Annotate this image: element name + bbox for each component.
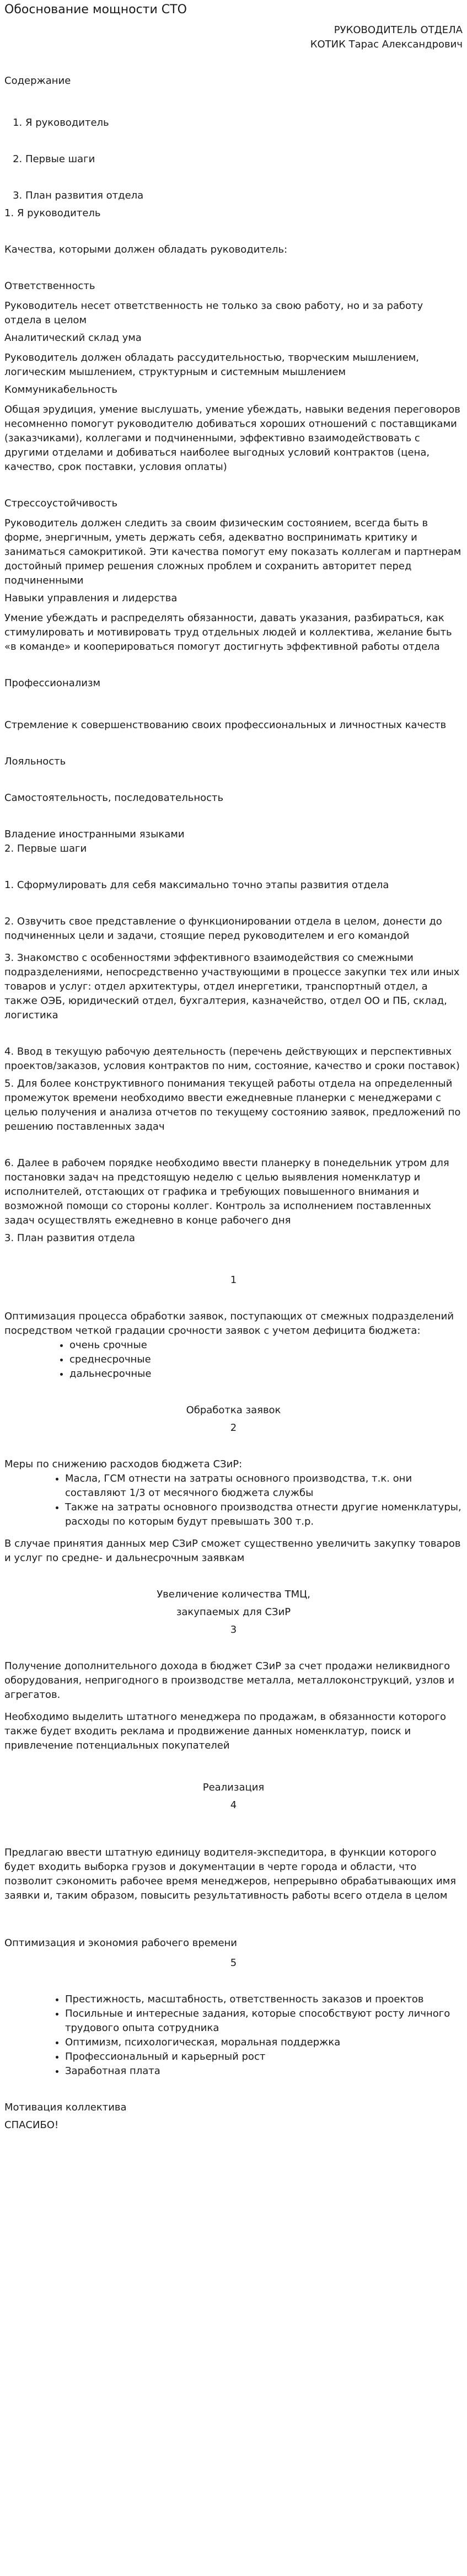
block-number: 2 [230, 1422, 237, 1434]
block-caption: закупаемых для СЗиР [176, 1606, 291, 1618]
quality-text: Стремление к совершенствованию своих профессиональных и личностных качеств [4, 719, 447, 731]
block-text: Необходимо выделить штатного менеджера по продажам, в обязанности которого также будет входить реклама и продвижение данных номенклатур, поиск и привлечение потенциальных покупателей [4, 1711, 447, 1751]
quality-heading: Стрессоустойчивость [4, 498, 118, 509]
quality-heading: Ответственность [4, 280, 95, 292]
list-item: • Посильные и интересные задания, которые способствуют росту личного трудового опыта сотрудника [65, 2007, 463, 2035]
block-number: 5 [230, 1957, 237, 1969]
budget-list [4, 1472, 463, 1529]
block-text: Получение дополнительного дохода в бюджет СЗиР за счет продажи неликвидного оборудования, непригодного в производстве металла, металлоконструкций, узлов и агрегатов. [4, 1660, 455, 1701]
list-item: • Престижность, масштабность, ответственность заказов и проектов [65, 1992, 463, 2007]
document-title: Обоснование мощности СТО [4, 3, 187, 17]
block-number: 1 [230, 1274, 237, 1286]
author-name: КОТИК Тарас Александрович [310, 39, 463, 50]
quality-heading: Самостоятельность, последовательность [4, 792, 224, 804]
quality-text: Руководитель должен следить за своим физическим состоянием, всегда быть в форме, энергичным, уметь держать себя, адекватно воспринимать критику и заниматься самокритикой. Эти качества помогут ему показать коллегам и партнерам достойный пример решения сложных проблем и сохранить авторитет перед подчиненными [4, 517, 461, 586]
quality-text: Общая эрудиция, умение выслушать, умение убеждать, навыки ведения переговоров несомненно помогут руководителю добиваться хороших отношений с поставщиками (заказчиками), коллегами и подчиненными, эффективно взаимодействовать с другими отделами и добиваться наиболее выгодных условий контрактов (цена, качество, срок поставки, условия оплаты) [4, 404, 460, 473]
block-number: 3 [230, 1624, 237, 1636]
block-text: Меры по снижению расходов бюджета СЗиР: [4, 1458, 243, 1470]
toc-list [4, 116, 463, 203]
section-heading: 2. Первые шаги [4, 843, 87, 854]
block-text: Оптимизация процесса обработки заявок, поступающих от смежных подразделений посредством четкой градации срочности заявок с учетом дефицита бюджета: [4, 1311, 454, 1337]
author-role: РУКОВОДИТЕЛЬ ОТДЕЛА [334, 24, 463, 36]
block-caption: Обработка заявок [186, 1404, 281, 1416]
list-item: • дальнесрочные [69, 1367, 463, 1381]
list-item: • Масла, ГСМ отнести на затраты основного производства, т.к. они составляют 1/3 от месячного бюджета службы [65, 1472, 463, 1500]
step-text: 2. Озвучить свое представление о функционировании отдела в целом, донести до подчиненных цели и задачи, стоящие перед руководителем и его командой [4, 916, 442, 942]
section-heading: 1. Я руководитель [4, 207, 101, 219]
toc-heading: Содержание [4, 75, 71, 87]
step-text: 5. Для более конструктивного понимания текущей работы отдела на определенный промежуток времени необходимо ввести ежедневные планерки с менеджерами с целью получения и анализа отчетов по текущему состоянию заявок, предложений по решению поставленных задач [4, 1078, 461, 1132]
quality-text: Руководитель должен обладать рассудительностью, творческим мышлением, логическим мышлением, структурным и системным мышлением [4, 352, 420, 378]
quality-text: Умение убеждать и распределять обязанности, давать указания, разбираться, как стимулировать и мотивировать труд отдельных людей и коллектива, желание быть «в команде» и кооперироваться помогут достигнуть эффективной работы отдела [4, 612, 452, 653]
block-caption: Мотивация коллектива [4, 2102, 127, 2113]
toc-item: 2. Первые шаги [25, 152, 463, 167]
urgency-list [4, 1338, 463, 1381]
quality-heading: Лояльность [4, 756, 66, 767]
quality-heading: Навыки управления и лидерства [4, 592, 178, 604]
list-item: • Также на затраты основного производства отнести другие номенклатуры, расходы по которым будут превышать 300 т.р. [65, 1500, 463, 1529]
step-text: 4. Ввод в текущую рабочую деятельность (перечень действующих и перспективных проектов/заказов, условия контрактов по ним, состояние, качество и сроки поставок) [4, 1046, 460, 1072]
toc-item: 1. Я руководитель [25, 116, 463, 130]
list-item: • среднесрочные [69, 1353, 463, 1367]
block-number: 4 [230, 1799, 237, 1811]
step-text: 6. Далее в рабочем порядке необходимо ввести планерку в понедельник утром для постановки задач на предстоящую неделю с целью выявления номенклатур и исполнителей, отстающих от графика и требующих повышенного внимания и возможной помощи со стороны коллег. Контроль за исполнением поставленных задач осуществлять ежедневно в конце рабочего дня [4, 1157, 449, 1226]
step-text: 3. Знакомство с особенностями эффективного взаимодействия со смежными подразделениями, непосредственно участвующими в процессе закупки тех или иных товаров и услуг: отдел архитектуры, отдел инергетики, транспортный отдел, а также ОЭБ, юридический отдел, бухгалтерия, казначейство, отдел ОО и ПБ, склад, логистика [4, 952, 460, 1021]
list-item: • Оптимизм, психологическая, моральная поддержка [65, 2035, 463, 2050]
quality-heading: Профессионализм [4, 677, 101, 689]
section-heading: 3. План развития отдела [4, 1232, 136, 1244]
block-text: Предлагаю ввести штатную единицу водителя-экспедитора, в функции которого будет входить выборка грузов и документации в черте города и области, что позволит сэкономить рабочее время менеджеров, непрерывно обрабатывающих имя заявки и, таким образом, повысить результативность работы всего отдела в целом [4, 1847, 457, 1901]
quality-heading: Аналитический склад ума [4, 332, 142, 344]
quality-text: Руководитель несет ответственность не только за свою работу, но и за работу отдела в целом [4, 300, 423, 326]
list-item: • Заработная плата [65, 2064, 463, 2078]
closing-thanks: СПАСИБО! [4, 2119, 59, 2131]
document-page [0, 2, 467, 2576]
list-item: • Профессиональный и карьерный рост [65, 2050, 463, 2064]
quality-heading: Владение иностранными языками [4, 829, 185, 840]
motivation-list [4, 1992, 463, 2078]
toc-item: 3. План развития отдела [25, 189, 463, 203]
list-item: • очень срочные [69, 1338, 463, 1353]
block-caption: Оптимизация и экономия рабочего времени [4, 1937, 237, 1949]
block-caption: Реализация [202, 1782, 265, 1793]
step-text: 1. Сформулировать для себя максимально точно этапы развития отдела [4, 879, 389, 891]
qualities-intro: Качества, которыми должен обладать руководитель: [4, 244, 288, 255]
block-caption: Увеличение количества ТМЦ, [157, 1589, 310, 1600]
block-text: В случае принятия данных мер СЗиР сможет существенно увеличить закупку товаров и услуг по средне- и дальнесрочным заявкам [4, 1538, 461, 1564]
quality-heading: Коммуникабельность [4, 384, 118, 396]
